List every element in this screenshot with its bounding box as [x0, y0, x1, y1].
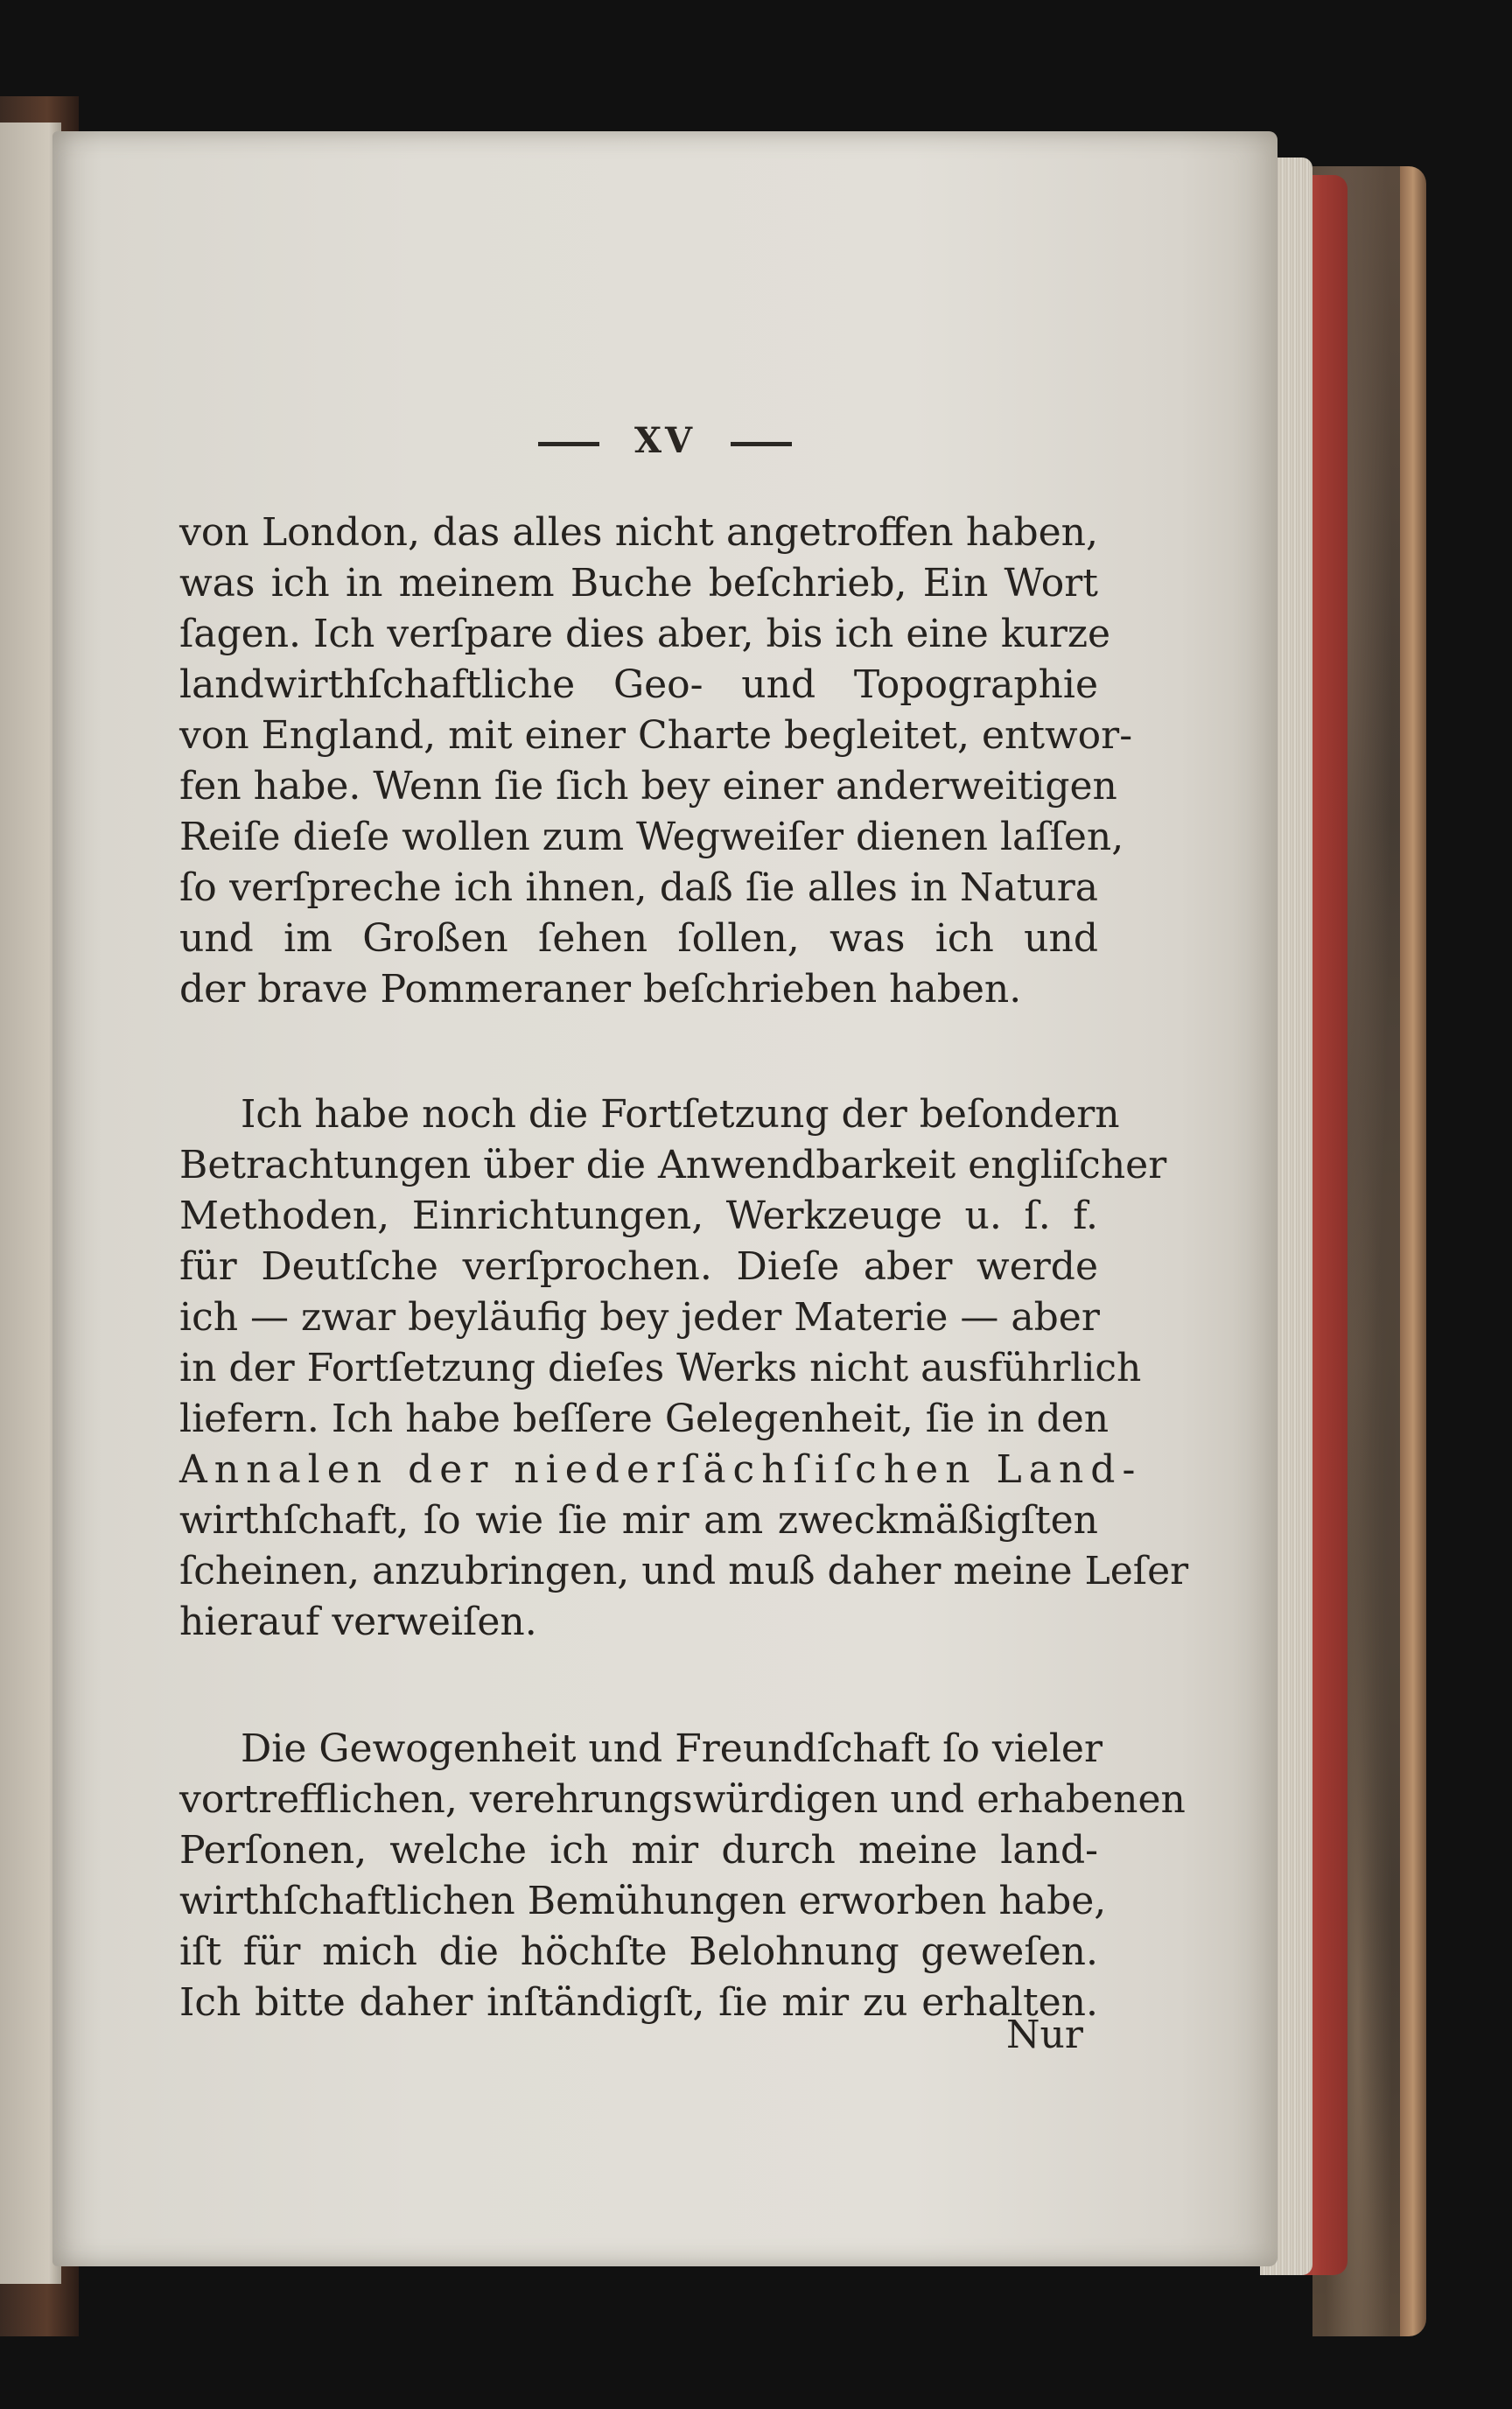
text-line: liefern. Ich habe beſſere Gelegenheit, ſie in den [179, 1397, 1110, 1441]
text-line: wirthſchaftlichen Bemühungen erworben habe, [179, 1879, 1107, 1923]
text-line: Reiſe dieſe wollen zum Wegweiſer dienen laſſen, [179, 815, 1124, 859]
text-line: hierauf verweiſen. [179, 1600, 537, 1644]
head-dash-right [731, 442, 792, 446]
page-number: XV [634, 420, 696, 461]
text-line: und im Großen ſehen ſollen, was ich und [179, 916, 1098, 961]
paragraph-2 [179, 1089, 1189, 1648]
text-line: von London, das alles nicht angetroffen haben, [179, 510, 1098, 555]
text-line: Die Gewogenheit und Freundſchaft ſo vieler [241, 1726, 1102, 1771]
text-line: Ich bitte daher inſtändigſt, ſie mir zu erhalten. [179, 1980, 1098, 2025]
text-line: ſagen. Ich verſpare dies aber, bis ich eine kurze [179, 612, 1111, 656]
book-page [52, 131, 1278, 2266]
text-line: vortrefflichen, verehrungswürdigen und erhabenen [179, 1777, 1186, 1822]
paragraph-3 [179, 1724, 1186, 2028]
cover-rim [1400, 166, 1426, 2336]
text-line: Perſonen, welche ich mir durch meine land- [179, 1828, 1098, 1873]
text-line: ſo verſpreche ich ihnen, daß ſie alles in Natura [179, 865, 1098, 910]
text-line: von England, mit einer Charte begleitet, entwor- [179, 713, 1133, 758]
head-dash-left [538, 442, 599, 446]
text-line: wirthſchaft, ſo wie ſie mir am zweckmäßigſten [179, 1498, 1098, 1543]
text-line: Ich habe noch die Fortſetzung der beſondern [241, 1092, 1120, 1137]
catchword: Nur [1006, 2013, 1083, 2057]
text-line: Annalen der niederſächſiſchen Land- [179, 1447, 1143, 1492]
text-line: was ich in meinem Buche beſchrieb, Ein Wort [179, 561, 1098, 606]
text-line: fen habe. Wenn ſie ſich bey einer anderweitigen [179, 764, 1117, 809]
text-line: landwirthſchaftliche Geo- und Topographie [179, 662, 1098, 707]
text-line: iſt für mich die höchſte Belohnung geweſen. [179, 1929, 1098, 1974]
text-line: ich — zwar beyläufig bey jeder Materie — aber [179, 1295, 1100, 1340]
text-line: der brave Pommeraner beſchrieben haben. [179, 967, 1022, 1012]
paragraph-1 [179, 508, 1133, 1015]
text-line: Betrachtungen über die Anwendbarkeit engliſcher [179, 1143, 1167, 1187]
text-line: ſcheinen, anzubringen, und muß daher meine Leſer [179, 1549, 1189, 1593]
running-head [52, 420, 1278, 461]
text-line: in der Fortſetzung dieſes Werks nicht ausführlich [179, 1346, 1142, 1390]
text-line: Methoden, Einrichtungen, Werkzeuge u. ſ. f. [179, 1194, 1098, 1238]
text-line: für Deutſche verſprochen. Dieſe aber werde [179, 1244, 1098, 1289]
